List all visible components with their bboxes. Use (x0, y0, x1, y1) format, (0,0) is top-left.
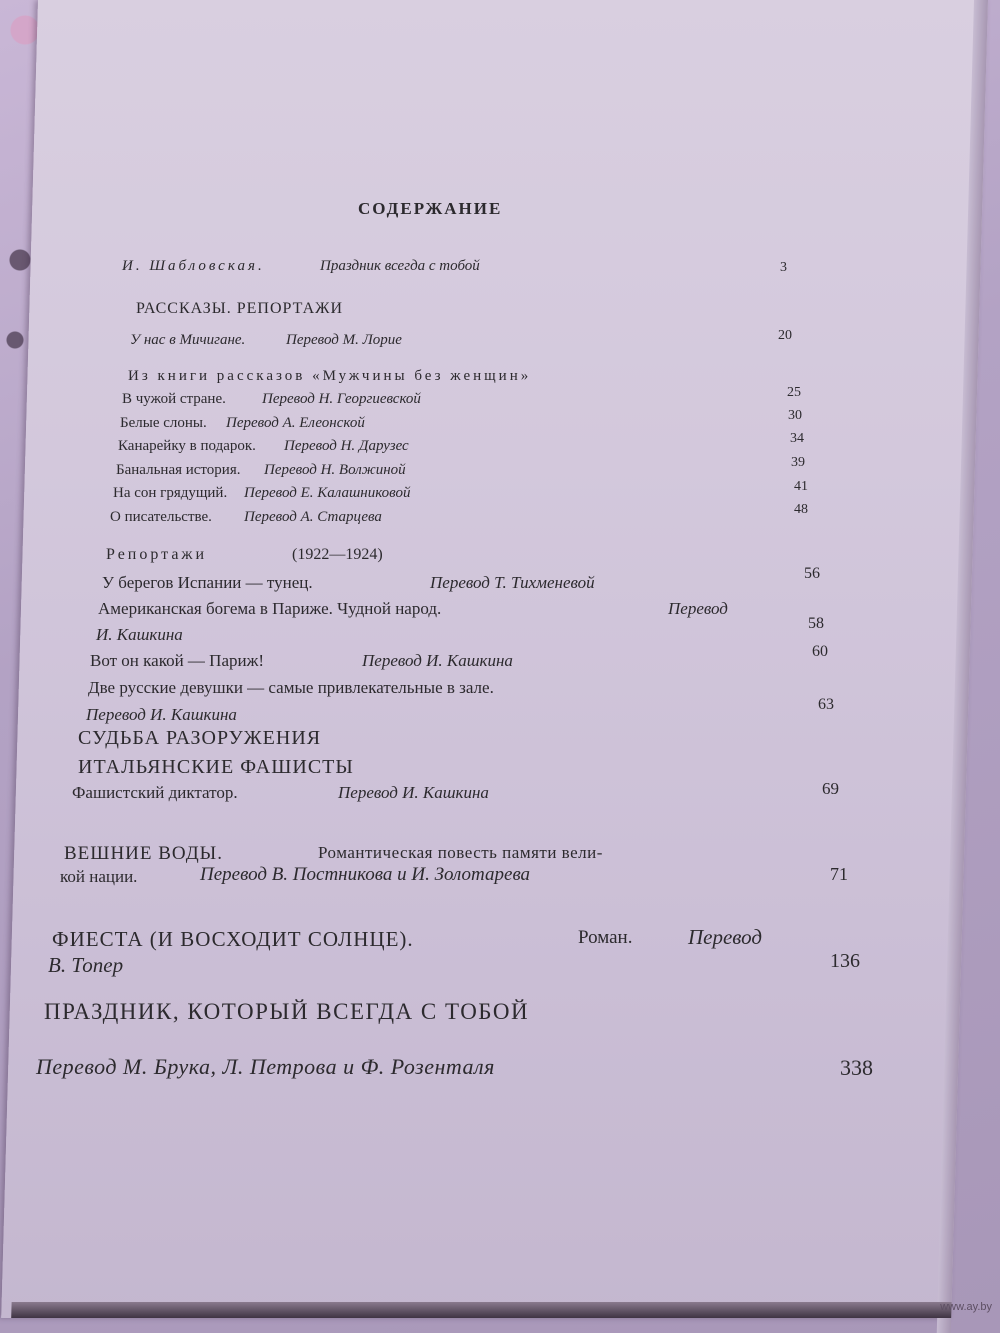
fiesta-title: ФИЕСТА (И ВОСХОДИТ СОЛНЦЕ). (52, 927, 414, 951)
fiesta-page: 136 (830, 950, 860, 972)
canary-translator: Перевод Н. Дарузес (284, 438, 409, 454)
fiesta-translator-a: Перевод (688, 925, 762, 949)
foreign-page: 25 (787, 385, 801, 400)
intro-page: 3 (780, 260, 787, 275)
tuna-translator: Перевод Т. Тихменевой (430, 573, 595, 592)
girls-translator: Перевод И. Кашкина (86, 705, 237, 724)
michigan-title: У нас в Мичигане. (130, 332, 246, 348)
banal-page: 39 (791, 455, 805, 470)
feast-title: ПРАЗДНИК, КОТОРЫЙ ВСЕГДА С ТОБОЙ (44, 999, 530, 1024)
torrents-page: 71 (830, 864, 848, 884)
dictator-title: Фашистский диктатор. (72, 783, 238, 802)
writing-translator: Перевод А. Старцева (244, 509, 382, 525)
fiesta-translator-b: В. Топер (48, 953, 124, 977)
watermark: www.ay.by (940, 1301, 992, 1313)
sleep-page: 41 (794, 479, 808, 494)
fiesta-genre: Роман. (578, 927, 633, 948)
sleep-title: На сон грядущий. (113, 485, 228, 501)
italian-fascists-heading: ИТАЛЬЯНСКИЕ ФАШИСТЫ (78, 756, 354, 778)
sleep-translator: Перевод Е. Калашниковой (244, 485, 411, 501)
paris-title: Вот он какой — Париж! (90, 651, 265, 670)
girls-page: 63 (818, 696, 834, 713)
banal-title: Банальная история. (116, 462, 241, 478)
torrents-title: ВЕШНИЕ ВОДЫ. (64, 843, 223, 864)
writing-page: 48 (794, 502, 808, 517)
feast-translator: Перевод М. Брука, Л. Петрова и Ф. Розенталя (36, 1054, 495, 1079)
contents-heading: СОДЕРЖАНИЕ (358, 199, 503, 218)
elephants-title: Белые слоны. (120, 415, 207, 431)
torrents-line2-start: кой нации. (60, 867, 138, 886)
canary-title: Канарейку в подарок. (118, 438, 256, 454)
subsection-reports-years: (1922—1924) (292, 546, 383, 563)
girls-title: Две русские девушки — самые привлекательные в зале. (88, 678, 494, 697)
writing-title: О писательстве. (110, 509, 212, 525)
intro-title: Праздник всегда с тобой (320, 258, 480, 274)
boheme-page: 58 (808, 615, 824, 632)
dictator-page: 69 (822, 779, 839, 798)
canary-page: 34 (790, 431, 804, 446)
banal-translator: Перевод Н. Волжиной (264, 462, 406, 478)
intro-author: И. Шабловская. (122, 258, 265, 274)
subsection-reports-title: Репортажи (106, 546, 208, 563)
boheme-title: Американская богема в Париже. Чудной народ. (98, 599, 442, 618)
dictator-translator: Перевод И. Кашкина (338, 783, 489, 802)
tuna-page: 56 (804, 565, 820, 582)
disarmament-heading: СУДЬБА РАЗОРУЖЕНИЯ (78, 727, 322, 749)
subsection-men-without-women: Из книги рассказов «Мужчины без женщин» (128, 368, 532, 384)
paris-translator: Перевод И. Кашкина (362, 651, 513, 670)
paris-page: 60 (812, 643, 828, 660)
page-bottom-edge (11, 1302, 951, 1318)
michigan-page: 20 (778, 328, 792, 343)
tuna-title: У берегов Испании — тунец. (102, 573, 313, 592)
elephants-translator: Перевод А. Елеонской (226, 415, 365, 431)
torrents-line1: Романтическая повесть памяти вели- (318, 843, 603, 862)
torrents-translator: Перевод В. Постникова и И. Золотарева (200, 864, 531, 885)
foreign-translator: Перевод Н. Георгиевской (262, 391, 421, 407)
boheme-translator-b: И. Кашкина (96, 625, 183, 644)
michigan-translator: Перевод М. Лорие (286, 332, 402, 348)
foreign-title: В чужой стране. (122, 391, 226, 407)
elephants-page: 30 (788, 408, 802, 423)
boheme-translator-a: Перевод (668, 599, 728, 618)
feast-page: 338 (840, 1055, 873, 1080)
section-stories-reports: РАССКАЗЫ. РЕПОРТАЖИ (136, 300, 344, 317)
